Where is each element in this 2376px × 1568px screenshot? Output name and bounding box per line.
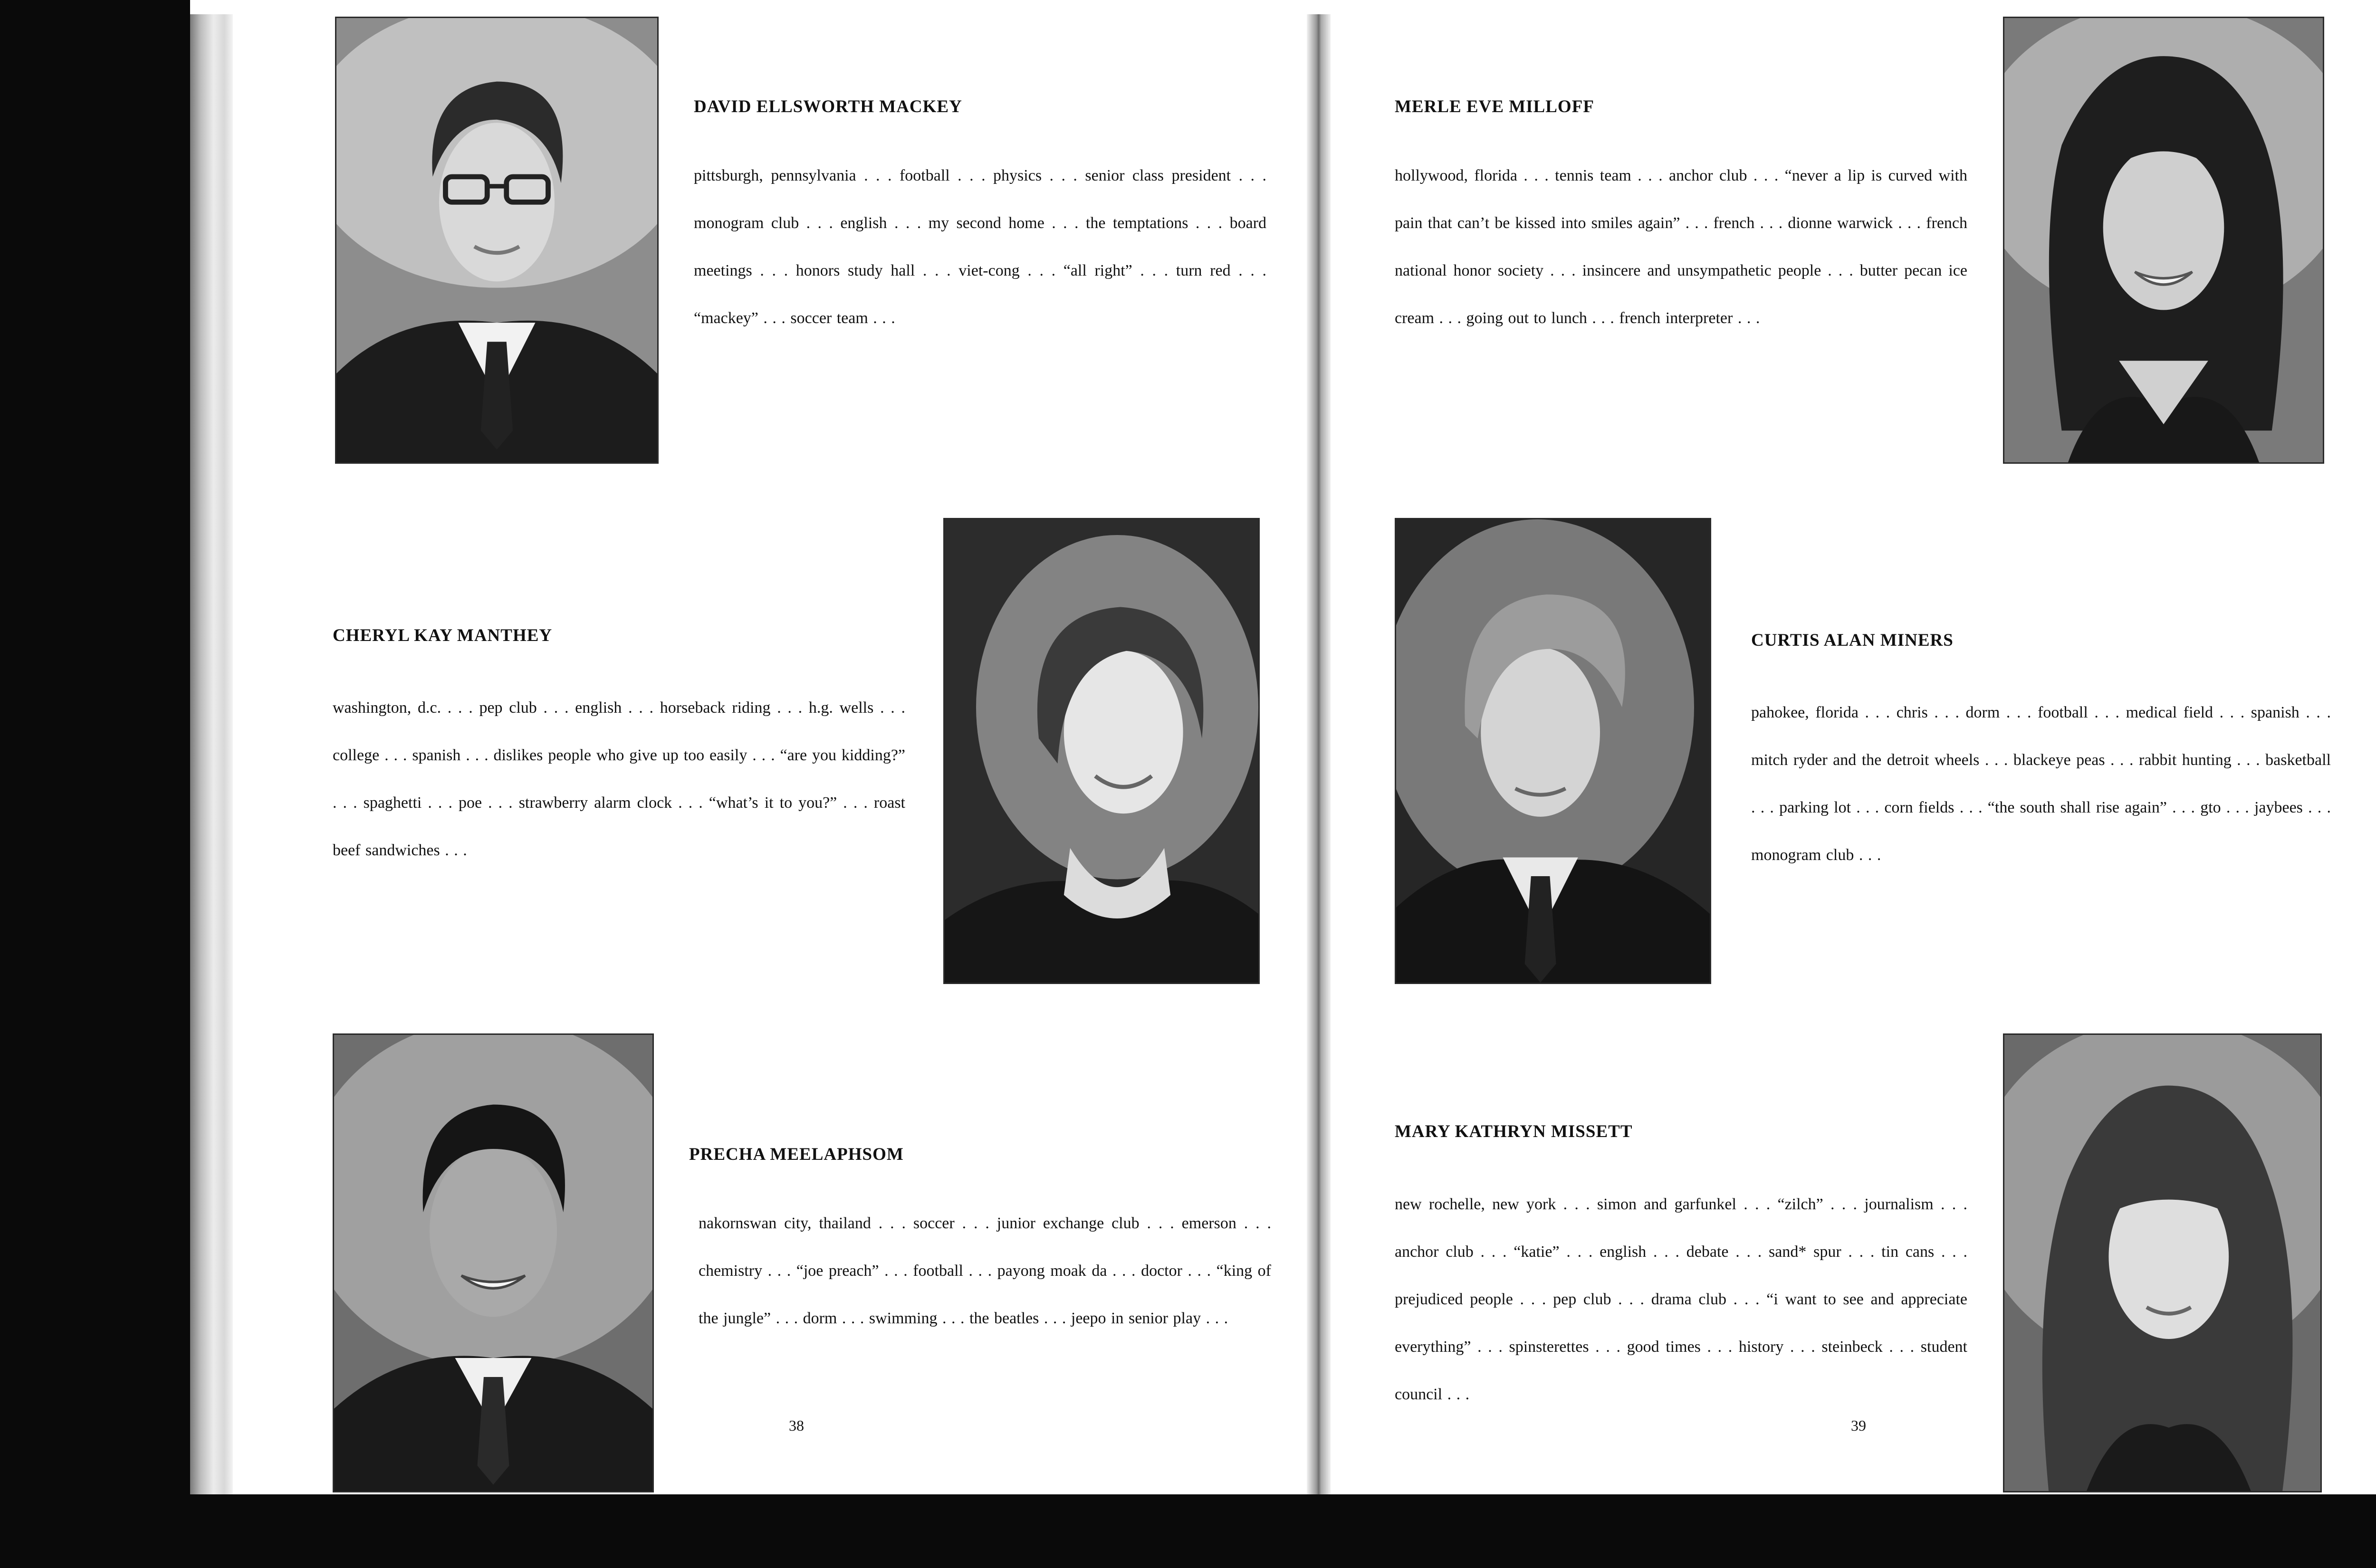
- student-bio-miners: pahokee, florida . . . chris . . . dorm . . . football . . . medical field . . . spanish . . . mitch ryder and the detroit wheels . . . blackeye peas . . . rabbit hunting . . . basketball . . . parking lot . . . corn fields . . . “the south shall rise again” . . . gto . . . jaybees . . . monogram club . . .: [1751, 704, 2331, 864]
- portrait-female-bangs-icon: [2004, 1035, 2320, 1491]
- page-number-left: 38: [789, 1417, 804, 1434]
- portrait-male-blond-icon: [1396, 519, 1710, 983]
- scan-background-bottom: [0, 1492, 2376, 1568]
- student-name-mackey: DAVID ELLSWORTH MACKEY: [694, 97, 962, 116]
- portrait-photo-missett: [2003, 1033, 2322, 1492]
- student-name-missett: MARY KATHRYN MISSETT: [1395, 1122, 1633, 1141]
- student-bio-missett: new rochelle, new york . . . simon and garfunkel . . . “zilch” . . . journalism . . . anchor club . . . “katie” . . . english . . . debate . . . sand* spur . . . tin cans . . . prejudiced people . . . pep club . . . drama club . . . “i want to see and appreciate everything” . . . spinsterettes . . . good times . . . history . . . steinbeck . . . student council . . .: [1395, 1195, 1967, 1403]
- book-gutter: [1307, 14, 1331, 1494]
- student-bio-meelaphsom: nakornswan city, thailand . . . soccer . . . junior exchange club . . . emerson . . . chemistry . . . “joe preach” . . . football . . . payong moak da . . . doctor . . . “king of the jungle” . . . dorm . . . swimming . . . the beatles . . . jeepo in senior play . . .: [699, 1214, 1271, 1327]
- student-bio-milloff: hollywood, florida . . . tennis team . . . anchor club . . . “never a lip is curved with pain that can’t be kissed into smiles again” . . . french . . . dionne warwick . . . french national honor society . . . insincere and unsympathetic people . . . butter pecan ice cream . . . going out to lunch . . . french interpreter . . .: [1395, 167, 1967, 327]
- scan-background-left: [0, 0, 190, 1568]
- portrait-male-smiling-icon: [334, 1035, 652, 1491]
- portrait-photo-meelaphsom: [333, 1033, 654, 1492]
- book-page-edges: [190, 14, 233, 1494]
- portrait-female-long-hair-icon: [2004, 18, 2323, 462]
- portrait-photo-milloff: [2003, 17, 2324, 464]
- student-name-milloff: MERLE EVE MILLOFF: [1395, 97, 1594, 116]
- portrait-male-glasses-icon: [336, 18, 657, 462]
- portrait-photo-miners: [1395, 518, 1711, 984]
- student-name-manthey: CHERYL KAY MANTHEY: [333, 626, 553, 645]
- page-number-right: 39: [1851, 1417, 1866, 1434]
- portrait-photo-mackey: [335, 17, 659, 464]
- portrait-photo-manthey: [943, 518, 1260, 984]
- student-name-meelaphsom: PRECHA MEELAPHSOM: [689, 1145, 904, 1164]
- student-name-miners: CURTIS ALAN MINERS: [1751, 631, 1954, 650]
- student-bio-mackey: pittsburgh, pennsylvania . . . football . . . physics . . . senior class president . . . monogram club . . . english . . . my second home . . . the temptations . . . board meetings . . . honors study hall . . . viet-cong . . . “all right” . . . turn red . . . “mackey” . . . soccer team . . .: [694, 167, 1266, 327]
- student-bio-manthey: washington, d.c. . . . pep club . . . english . . . horseback riding . . . h.g. wells . . . college . . . spanish . . . dislikes people who give up too easily . . . “are you kidding?” . . . spaghetti . . . poe . . . strawberry alarm clock . . . “what’s it to you?” . . . roast beef sandwiches . . .: [333, 699, 905, 859]
- portrait-female-short-hair-icon: [945, 519, 1258, 983]
